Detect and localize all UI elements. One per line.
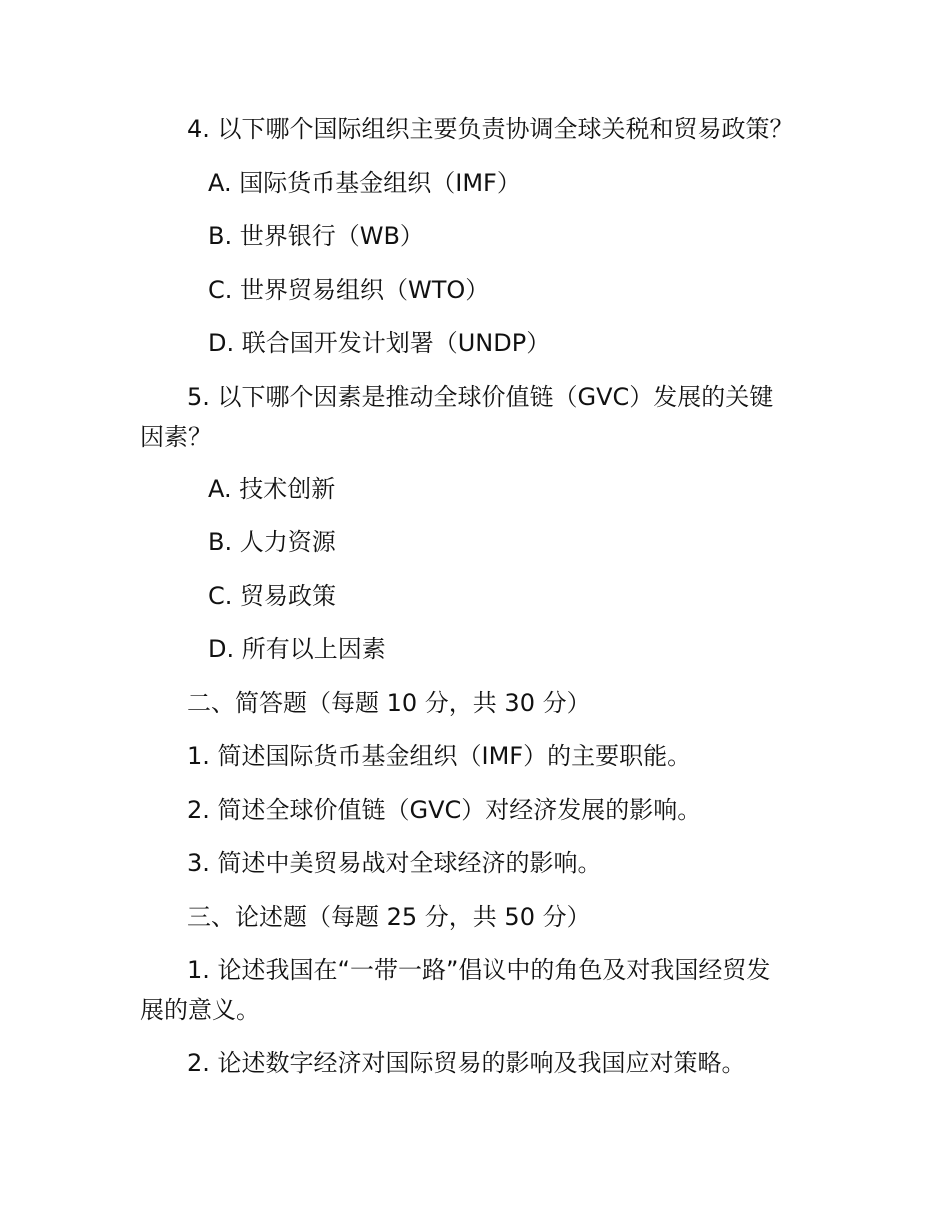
essay-item-1-line2: 展的意义。 [140,996,260,1024]
essay-item-1-line1: 1. 论述我国在“一带一路”倡议中的角色及对我国经贸发 [187,956,771,984]
question-5-option-a: A. 技术创新 [208,475,336,503]
essay-heading: 三、论述题（每题 25 分，共 50 分） [187,903,591,931]
question-5-stem-line1: 5. 以下哪个因素是推动全球价值链（GVC）发展的关键 [187,383,774,411]
question-5-option-c: C. 贸易政策 [208,582,337,610]
question-4-option-b: B. 世界银行（WB） [208,222,424,250]
short-answer-heading: 二、简答题（每题 10 分，共 30 分） [187,689,591,717]
short-answer-item-2: 2. 简述全球价值链（GVC）对经济发展的影响。 [187,796,702,824]
essay-item-2: 2. 论述数字经济对国际贸易的影响及我国应对策略。 [187,1049,746,1077]
question-5-stem-line2: 因素？ [140,423,212,451]
question-4-stem: 4. 以下哪个国际组织主要负责协调全球关税和贸易政策？ [187,115,794,143]
question-5-option-d: D. 所有以上因素 [208,635,386,663]
question-5-option-b: B. 人力资源 [208,528,336,556]
question-4-option-d: D. 联合国开发计划署（UNDP） [208,329,551,357]
question-4-option-a: A. 国际货币基金组织（IMF） [208,169,521,197]
question-4-option-c: C. 世界贸易组织（WTO） [208,276,490,304]
short-answer-item-1: 1. 简述国际货币基金组织（IMF）的主要职能。 [187,742,692,770]
short-answer-item-3: 3. 简述中美贸易战对全球经济的影响。 [187,849,602,877]
